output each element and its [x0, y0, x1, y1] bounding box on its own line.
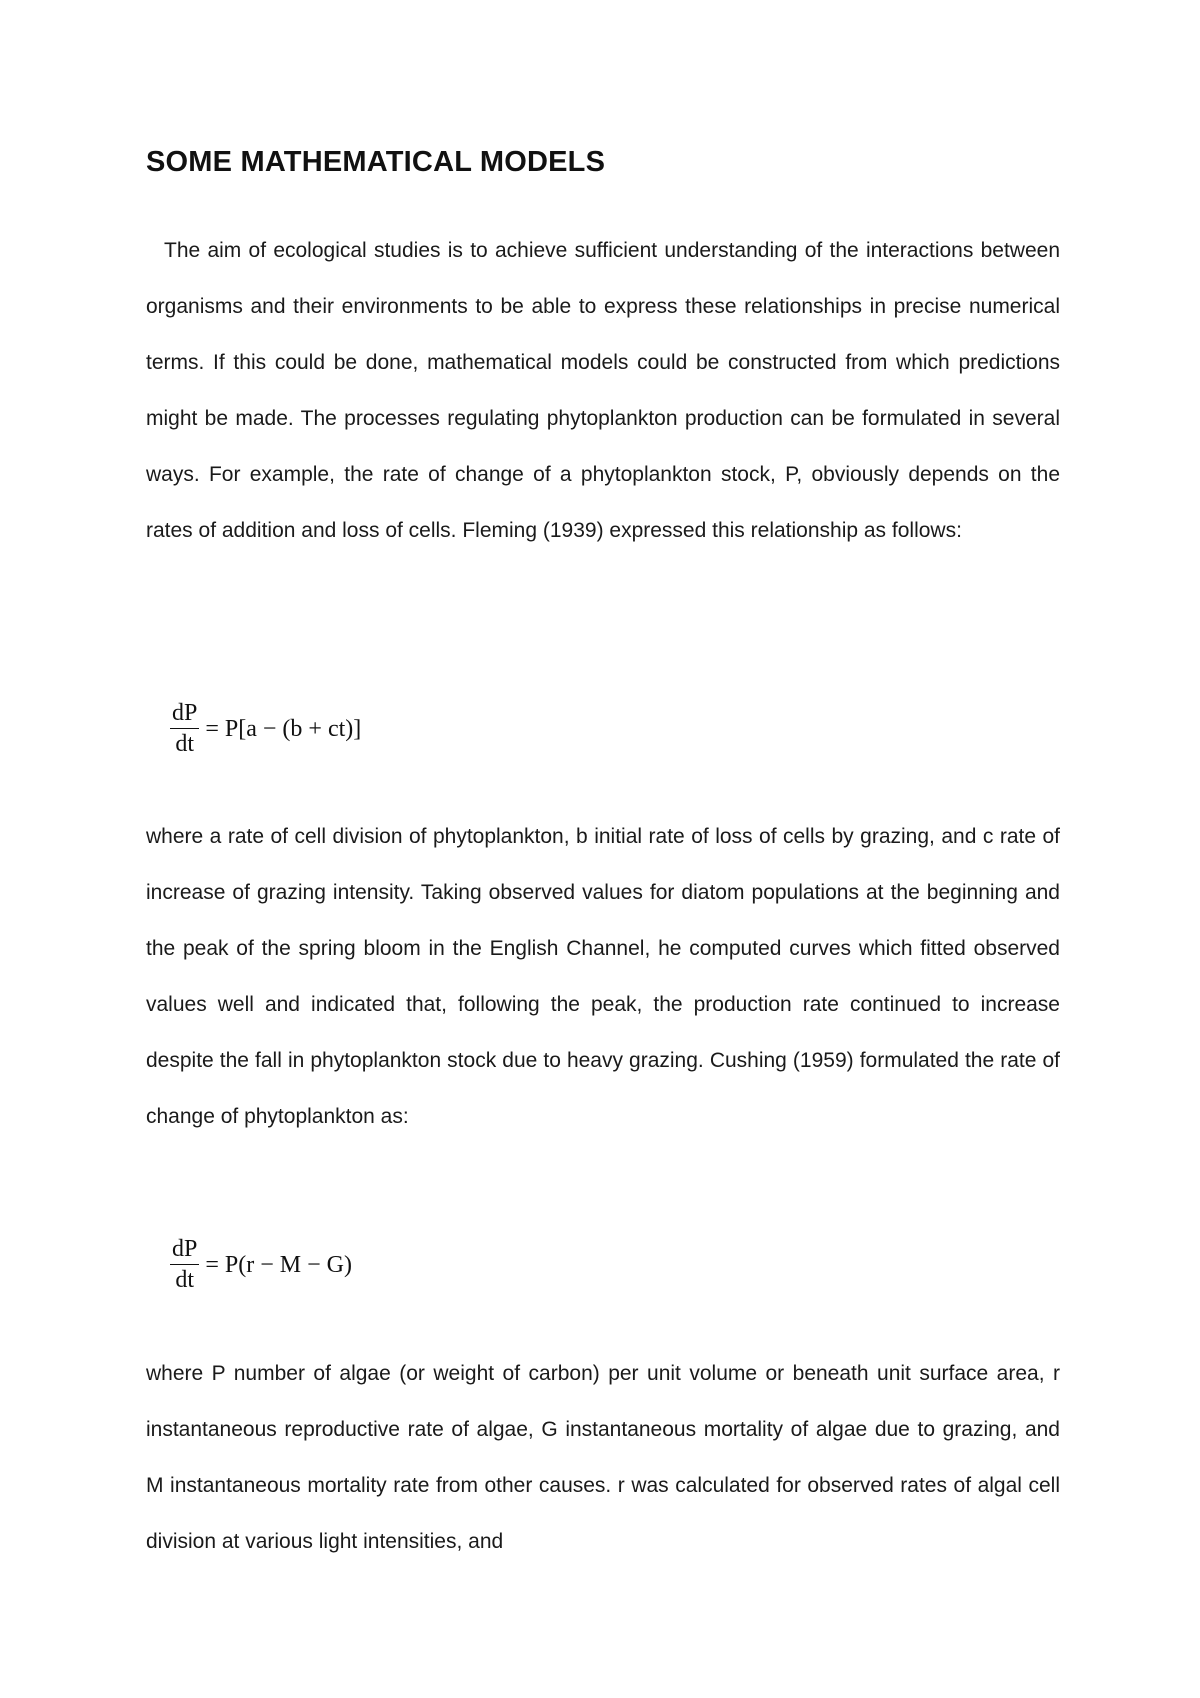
equation-numerator: dP [170, 1236, 199, 1265]
equation-right-side: = P[a − (b + ct)] [205, 715, 362, 742]
paragraph-intro [146, 223, 1060, 559]
equation-denominator: dt [175, 731, 195, 757]
page-title: SOME MATHEMATICAL MODELS [146, 146, 606, 178]
equation-fraction [170, 700, 199, 757]
equation-right-side: = P(r − M − G) [205, 1251, 352, 1278]
equation-fraction [170, 1236, 199, 1293]
equation-cushing [170, 1236, 352, 1293]
equation-numerator: dP [170, 700, 199, 729]
paragraph-fleming-definitions: where a rate of cell division of phytoplankton, b initial rate of loss of cells by grazing, and c rate of increase of grazing intensity. Taking observed values for diatom populations at the beginning and the peak of the spring bloom in the English Channel, he computed curves which fitted observed values well and indicated that, following the peak, the production rate continued to increase despite the fall in phytoplankton stock due to heavy grazing. Cushing (1959) formulated the rate of change of phytoplankton as: [146, 825, 1060, 1128]
paragraph-cushing-definitions: where P number of algae (or weight of carbon) per unit volume or beneath unit surface area, r instantaneous reproductive rate of algae, G instantaneous mortality of algae due to grazing, and M instantaneous mortality rate from other causes. r was calculated for observed rates of algal cell division at various light intensities, and [146, 1362, 1060, 1553]
paragraph-intro-text: The aim of ecological studies is to achieve sufficient understanding of the interactions between organisms and their environments to be able to express these relationships in precise numerical terms. If this could be done, mathematical models could be constructed from which predictions might be made. The processes regulating phytoplankton production can be formulated in several ways. For example, the rate of change of a phytoplankton stock, P, obviously depends on the rates of addition and loss of cells. Fleming (1939) expressed this relationship as follows: [146, 239, 1060, 542]
equation-fleming [170, 700, 361, 757]
equation-denominator: dt [175, 1267, 195, 1293]
